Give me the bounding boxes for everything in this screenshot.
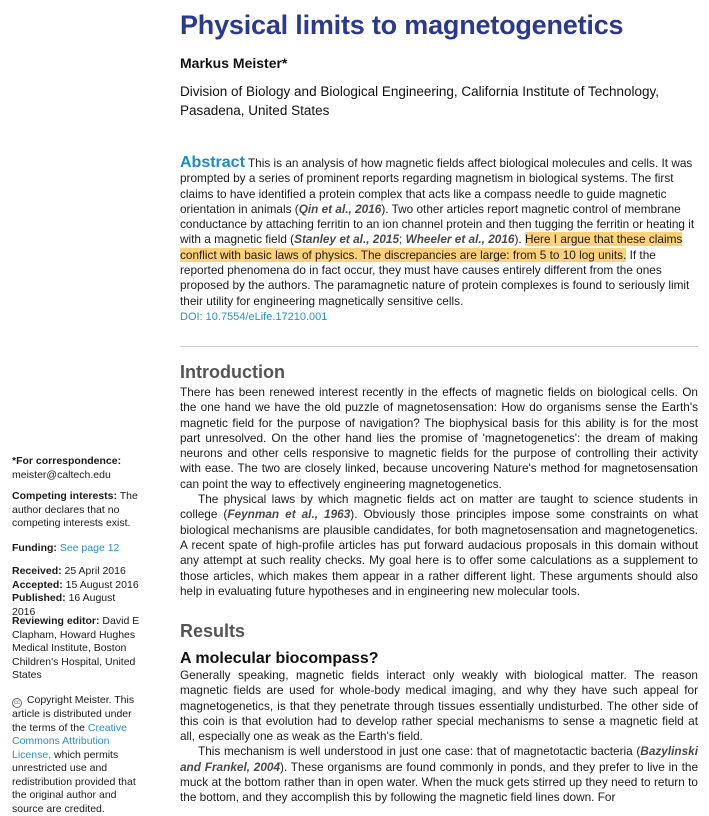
paragraph-text: This mechanism is well understood in just one case: that of magnetotactic bacteria ( <box>198 744 641 759</box>
competing-label: Competing interests: <box>12 490 118 502</box>
funding-link[interactable]: See page 12 <box>56 542 120 554</box>
citation-link[interactable]: Bazylinski and Frankel, 2004 <box>180 744 698 774</box>
author-name: Markus Meister* <box>180 55 288 71</box>
published-value: 16 August 2016 <box>12 592 116 618</box>
creative-commons-icon: cc <box>14 700 20 706</box>
correspondence-note <box>12 455 140 482</box>
subsection-heading: A molecular biocompass? <box>180 650 379 667</box>
abstract-text: ). Two other articles report magnetic control of membrane conductance by attaching ferritin to an ion channel protein and then tugging the ferritin or heating it with a magnetic field ( <box>180 201 695 247</box>
received-label: Received: <box>12 565 62 577</box>
copyright-text: Copyright Meister. This article is distributed under the terms of the <box>12 694 135 734</box>
citation-link[interactable]: Wheeler et al., 2016 <box>405 232 515 247</box>
publication-dates <box>12 565 140 619</box>
abstract-text: ). <box>514 232 525 247</box>
results-heading: Results <box>180 621 246 641</box>
copyright-note <box>12 694 140 816</box>
correspondence-email[interactable]: meister@caltech.edu <box>12 468 111 481</box>
abstract-heading: Abstract <box>180 154 245 171</box>
funding-note <box>12 542 140 556</box>
abstract-text: ; <box>399 232 406 247</box>
received-date <box>12 565 140 579</box>
citation-link[interactable]: Stanley et al., 2015 <box>294 232 400 247</box>
editor-label: Reviewing editor: <box>12 615 100 627</box>
editor-value: David E Clapham, Howard Hughes Medical Institute, Boston Children's Hospital, United States <box>12 615 140 681</box>
reviewing-editor <box>12 615 140 683</box>
citation-link[interactable]: Qin et al., 2016 <box>298 201 382 216</box>
paragraph-text: ). These organisms are found commonly in ponds, and they prefer to live in the muck at the bottom rather than in open water. When the muck gets stirred up they need to return to the bottom, and they accomplish this by following the magnetic field lines down. For <box>180 759 698 805</box>
abstract-text: This is an analysis of how magnetic fields affect biological molecules and cells. It was prompted by a series of prominent reports regarding magnetism in biological systems. The first claims to have identified a protein complex that acts like a compass needle to guide magnetic orientation in animals ( <box>180 156 693 216</box>
accepted-label: Accepted: <box>12 578 63 591</box>
competing-value: The author declares that no competing interests exist. <box>12 490 138 529</box>
article-title: Physical limits to magnetogenetics <box>180 10 624 40</box>
paragraph: There has been renewed interest recently in the effects of magnetic fields on biological cells. On the one hand we have the old puzzle of magnetosensation: How do organisms sense the Earth's magnetic field for the purpose of navigation? The biophysical basis for this ability is for the most part unresolved. On the other hand lies the promise of 'magnetogenetics': the dream of making neurons and other cells responsive to magnetic fields for the purpose of controlling their activity with ease. The two are closely linked, because uncovering Nature's method for magnetosensation can point the way to effectively engineering magnetogenetics. <box>180 385 698 491</box>
published-label: Published: <box>12 592 66 604</box>
introduction-body <box>180 385 698 599</box>
highlighted-text: Here I argue that these claims conflict with basic laws of physics. The discrepancies are large: from 5 to 10 log units. <box>180 232 683 262</box>
competing-interests <box>12 490 140 531</box>
doi-link[interactable]: DOI: 10.7554/eLife.17210.001 <box>180 310 328 323</box>
abstract-text: If the reported phenomena do in fact occur, they must have causes entirely different from the ones proposed by the authors. The paramagnetic nature of protein complexes is found to seriously limit their utility for engineering magnetically sensitive cells. <box>180 247 690 308</box>
accepted-value: 15 August 2016 <box>62 578 139 591</box>
introduction-heading: Introduction <box>180 362 285 382</box>
accepted-date <box>12 579 140 593</box>
license-link[interactable]: Creative Commons Attribution License, <box>12 721 127 761</box>
paragraph <box>180 492 698 599</box>
results-body <box>180 668 698 806</box>
received-value: 25 April 2016 <box>61 565 126 577</box>
paragraph <box>180 744 698 805</box>
paragraph-text: ). Obviously those principles impose some constraints on what biological mechanisms are plausible candidates, for both magnetosensation and magnetogenetics. A recent spate of high-profile articles has put forward audacious proposals in this domain without any attempt at such reality checks. My goal here is to offer some calculations as a supplement to those articles, which makes them appear in a rather different light. These arguments should also help in evaluating future hypotheses and in engineering new molecular tools. <box>180 507 699 598</box>
abstract <box>180 155 698 325</box>
paragraph-text: The physical laws by which magnetic fields act on matter are taught to science students in college ( <box>180 492 698 522</box>
paragraph: Generally speaking, magnetic fields interact only weakly with biological matter. The reason magnetic fields are used for whole-body medical imaging, and why they have such appeal for magnetogenetics, is that they penetrate through tissues essentially undisturbed. The other side of this coin is that evolution had to develop rather special mechanisms to sense a magnetic field at all, especially one as weak as the Earth's field. <box>180 668 698 744</box>
correspondence-label: *For correspondence: <box>12 455 122 467</box>
author-affiliation: Division of Biology and Biological Engineering, California Institute of Technology, Pasadena, United States <box>180 84 660 118</box>
copyright-text: which permits unrestricted use and redistribution provided that the original author and source are credited. <box>12 748 136 815</box>
funding-label: Funding: <box>12 542 57 554</box>
section-divider <box>180 346 698 347</box>
citation-link[interactable]: Feynman et al., 1963 <box>227 507 351 522</box>
